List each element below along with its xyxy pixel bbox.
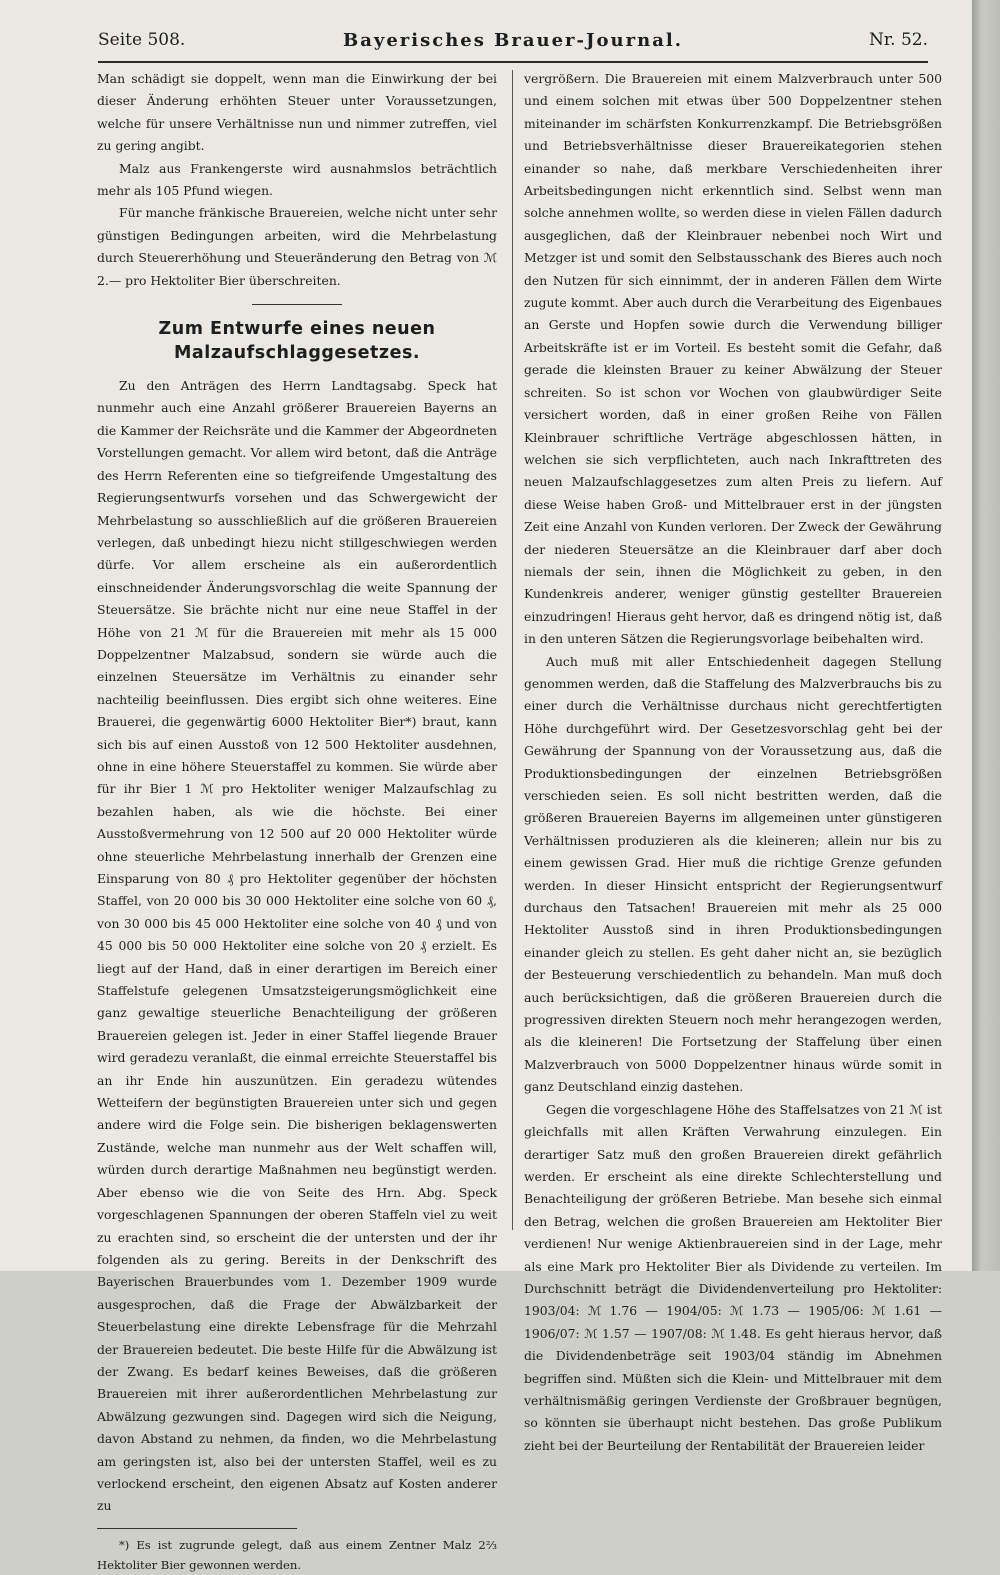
page-header	[98, 30, 928, 56]
page-edge	[972, 0, 1000, 1271]
article-paragraph-1: Zu den Anträgen des Herrn Landtagsabg. Speck hat nunmehr auch eine Anzahl größerer Brauereien Bayerns an die Kammer der Reichsräte und die Kammer der Abgeordneten Vorstellungen gemacht. Vor allem wird betont, daß die Anträge des Herrn Referenten eine so tiefgreifende Umgestaltung des Regierungsentwurfs vorsehen und das Schwergewicht der Mehrbelastung so ausschließlich auf die größeren Brauereien verlegen, daß unbedingt hiezu nicht stillgeschwiegen werden dürfe. Vor allem erscheine als ein außerordentlich einschneidender Änderungsvorschlag die weite Spannung der Steuersätze. Sie brächte nicht nur eine neue Staffel in der Höhe von 21 ℳ für die Brauereien mit mehr als 15 000 Doppelzentner Malzabsud, sondern sie würde auch die einzelnen Steuersätze im Verhältnis zu einander sehr nachteilig beeinflussen. Dies ergibt sich ohne weiteres. Eine Brauerei, die gegenwärtig 6000 Hektoliter Bier*) braut, kann sich bis auf einen Ausstoß von 12 500 Hektoliter ausdehnen, ohne in eine höhere Steuerstaffel zu kommen. Sie würde aber für ihr Bier 1 ℳ pro Hektoliter weniger Malzaufschlag zu bezahlen haben, als wie die höchste. Bei einer Ausstoßvermehrung von 12 500 auf 20 000 Hektoliter würde ohne steuerliche Mehrbelastung innerhalb der Grenzen eine Einsparung von 80 ₰ pro Hektoliter gegenüber der höchsten Staffel, von 20 000 bis 30 000 Hektoliter eine solche von 60 ₰, von 30 000 bis 45 000 Hektoliter eine solche von 40 ₰ und von 45 000 bis 50 000 Hektoliter eine solche von 20 ₰ erzielt. Es liegt auf der Hand, daß in einer derartigen im Bereich einer Staffelstufe gelegenen Umsatzsteigerungsmöglichkeit eine ganz gewaltige steuerliche Benachteiligung der größeren Brauereien gelegen ist. Jeder in einer Staffel liegende Brauer wird geradezu veranlaßt, die einmal erreichte Steuerstaffel bis an ihr Ende hin auszunützen. Ein geradezu wütendes Wetteifern der begünstigten Brauereien unter sich und gegen andere wird die Folge sein. Die bisherigen beklagenswerten Zustände, welche man nunmehr aus der Welt schaffen will, würden durch derartige Maßnahmen neu begünstigt werden. Aber ebenso wie die von Seite des Hrn. Abg. Speck vorgeschlagenen Spannungen der oberen Staffeln viel zu weit zu erachten sind, so erscheint die der untersten und der ihr folgenden als zu gering. Bereits in der Denkschrift des Bayerischen Brauerbundes vom 1. Dezember 1909 wurde ausgesprochen, daß die Frage der Abwälzbarkeit der Steuerbelastung eine direkte Lebensfrage für die Mehrzahl der Brauereien bedeutet. Die beste Hilfe für die Abwälzung ist der Zwang. Es bedarf keines Beweises, daß die größeren Brauereien mit ihrer außerordentlichen Mehrbelastung zur Abwälzung gezwungen sind. Dagegen wird sich die Neigung, davon Abstand zu nehmen, da finden, wo die Mehrbelastung am geringsten ist, also bei der untersten Staffel, weil es zu verlockend erscheint, den eigenen Absatz auf Kosten anderer zu	[97, 378, 497, 1514]
footnote	[97, 1535, 497, 1575]
right-paragraph-2: Auch muß mit aller Entschiedenheit dagegen Stellung genommen werden, daß die Staffelung des Malzverbrauchs bis zu einer durch die Verhältnisse durchaus nicht gerechtfertigten Höhe durchgeführt wird. Der Gesetzesvorschlag geht bei der Gewährung der Spannung von der Voraussetzung aus, daß die Produktionsbedingungen der einzelnen Betriebsgrößen verschieden seien. Es soll nicht bestritten werden, daß die größeren Brauereien Bayerns im allgemeinen unter günstigeren Verhältnissen produzieren als die kleineren; allein nur bis zu einem gewissen Grad. Hier muß die richtige Grenze gefunden werden. In dieser Hinsicht entspricht der Regierungsentwurf durchaus den Tatsachen! Brauereien mit mehr als 25 000 Hektoliter Ausstoß sind in ihren Produktionsbedingungen einander gleich zu stellen. Es geht daher nicht an, sie bezüglich der Besteuerung verschiedentlich zu behandeln. Man muß doch auch berücksichtigen, daß die größeren Brauereien durch die progressiven direkten Steuern noch mehr herangezogen werden, als die kleineren! Die Fortsetzung der Staffelung über einen Malzverbrauch von 5000 Doppelzentner hinaus würde somit in ganz Deutschland einzig dastehen.	[524, 653, 942, 1095]
intro-paragraph-3: Für manche fränkische Brauereien, welche nicht unter sehr günstigen Bedingungen arbeiten, wird die Mehrbelastung durch Steuererhöhung und Steueränderung den Betrag von ℳ 2.— pro Hektoliter Bier überschreiten.	[97, 205, 497, 288]
column-divider	[512, 70, 513, 1230]
right-paragraph-3: Gegen die vorgeschlagene Höhe des Staffelsatzes von 21 ℳ ist gleichfalls mit allen Kräften Verwahrung einzulegen. Ein derartiger Satz muß den großen Brauereien direkt gefährlich werden. Er erscheint als eine direkte Schlechterstellung und Benachteiligung der größeren Betriebe. Man besehe sich einmal den Betrag, welchen die großen Brauereien am Hektoliter Bier verdienen! Nur wenige Aktienbrauereien sind in der Lage, mehr als eine Mark pro Hektoliter Bier als Dividende zu verteilen. Im Durchschnitt beträgt die Dividendenverteilung pro Hektoliter: 1903/04: ℳ 1.76 — 1904/05: ℳ 1.73 — 1905/06: ℳ 1.61 — 1906/07: ℳ 1.57 — 1907/08: ℳ 1.48. Es geht hieraus hervor, daß die Dividendenbeträge seit 1903/04 ständig im Abnehmen begriffen sind. Müßten sich die Klein- und Mittelbrauer mit dem verhältnismäßig geringen Verdienste der Großbrauer begnügen, so könnten sie überhaupt nicht bestehen. Das große Publikum zieht bei der Beurteilung der Rentabilität der Brauereien leider	[524, 1101, 942, 1453]
issue-number: Nr. 52.	[869, 30, 928, 50]
section-divider	[252, 304, 342, 305]
right-paragraph-1: vergrößern. Die Brauereien mit einem Malzverbrauch unter 500 und einem solchen mit etwas über 500 Doppelzentner stehen miteinander im schärfsten Konkurrenzkampf. Die Betriebsgrößen und Betriebsverhältnisse dieser Brauereikategorien stehen einander so nahe, daß merkbare Verschiedenheiten ihrer Arbeitsbedingungen nicht erkenntlich sind. Selbst wenn man solche annehmen wollte, so werden diese in vielen Fällen dadurch ausgeglichen, daß der Kleinbrauer nebenbei noch Wirt und Metzger ist und somit den Selbstausschank des Bieres auch noch den Nutzen für sich einnimmt, der in anderen Fällen dem Wirte zugute kommt. Aber auch durch die Verarbeitung des Eigenbaues an Gerste und Hopfen sowie durch die Verwendung billiger Arbeitskräfte ist er im Vorteil. Es besteht somit die Gefahr, daß gerade die kleinsten Brauer zu keiner Abwälzung der Steuer schreiten. So ist schon vor Wochen von glaubwürdiger Seite versichert worden, daß in einer großen Reihe von Fällen Kleinbrauer schriftliche Verträge abgeschlossen hätten, in welchen sie sich verpflichteten, auch nach Inkrafttreten des neuen Malzaufschlaggesetzes zum alten Preis zu liefern. Auf diese Weise haben Groß- und Mittelbrauer erst in der jüngsten Zeit eine Anzahl von Kunden verloren. Der Zweck der Gewährung der niederen Steuersätze an die Kleinbrauer darf aber doch niemals der sein, ihnen die Möglichkeit zu geben, in den Kundenkreis anderer, weniger günstig gestellter Brauereien einzudringen! Hieraus geht hervor, daß es dringend nötig ist, daß in den unteren Sätzen die Regierungsvorlage beibehalten wird.	[524, 71, 942, 647]
left-column	[97, 68, 497, 1575]
journal-title: Bayerisches Brauer-Journal.	[343, 30, 683, 51]
intro-paragraph-2: Malz aus Frankengerste wird ausnahmslos beträchtlich mehr als 105 Pfund wiegen.	[97, 160, 497, 199]
footnote-text: *) Es ist zugrunde gelegt, daß aus einem Zentner Malz 2⅔ Hektoliter Bier gewonnen werden.	[97, 1537, 497, 1572]
article-heading: Zum Entwurfe eines neuen Malzaufschlaggesetzes.	[158, 319, 436, 364]
right-column	[524, 68, 942, 1457]
footnote-divider	[97, 1528, 297, 1529]
header-rule	[98, 61, 928, 63]
page-number: Seite 508.	[98, 30, 186, 50]
intro-paragraph-1: Man schädigt sie doppelt, wenn man die Einwirkung der bei dieser Änderung erhöhten Steuer unter Voraussetzungen, welche für unsere Verhältnisse nun und nimmer zutreffen, viel zu gering angibt.	[97, 71, 497, 154]
